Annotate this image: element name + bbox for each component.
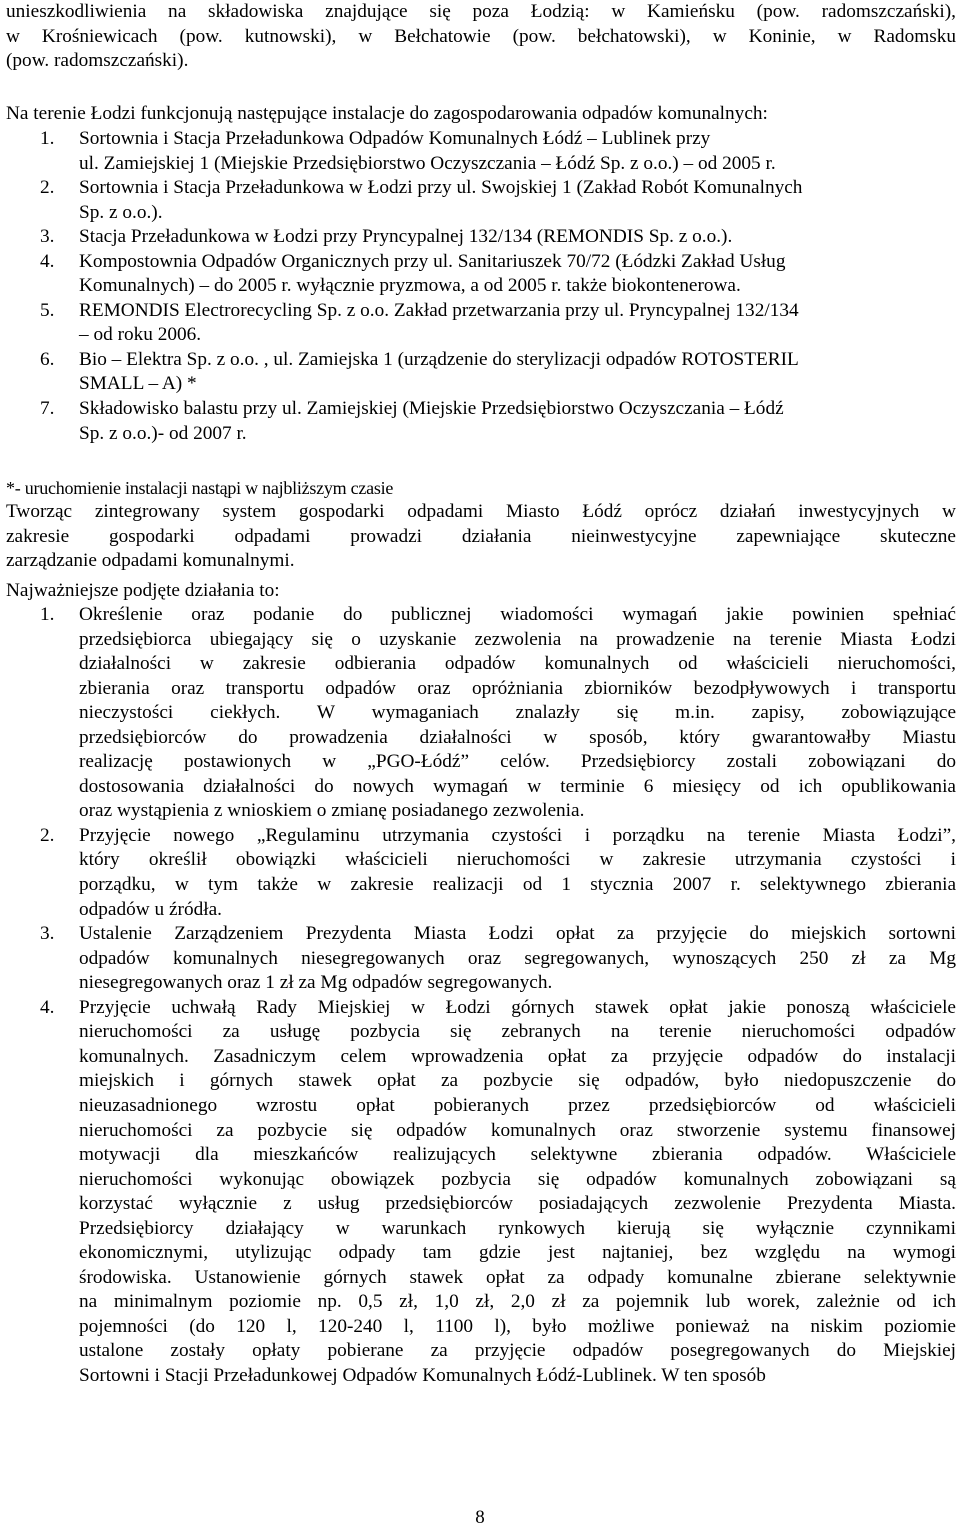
- list-number: 6.: [40, 348, 55, 370]
- text-line: Ustalenie Zarządzeniem Prezydenta Miasta Łodzi opłat za przyjęcie do miejskich sortowni: [79, 923, 956, 945]
- list-item-text: [79, 397, 956, 446]
- text-line: nieuzasadnionego wzrostu opłat pobieranych przez przedsiębiorców od właścicieli: [79, 1094, 956, 1116]
- text-line: Sortownia i Stacja Przeładunkowa w Łodzi przy ul. Swojskiej 1 (Zakład Robót Komunalnych: [79, 177, 803, 199]
- text-line: dostosowania działalności do nowych wymagań w terminie 6 miesięcy od ich opublikowania: [79, 775, 956, 797]
- list-item-text: [79, 299, 956, 348]
- text-line: nieruchomości za pozbycie się odpadów komunalnych oraz stworzenie systemu finansowej: [79, 1119, 956, 1141]
- list-item-text: [79, 250, 956, 299]
- text-line: REMONDIS Electrorecycling Sp. z o.o. Zakład przetwarzania przy ul. Pryncypalnej 132/134: [79, 299, 799, 321]
- list-item-text: [79, 225, 956, 250]
- text-line: – od roku 2006.: [79, 324, 202, 346]
- list-item-text: [79, 127, 956, 176]
- list-item: [6, 996, 956, 1389]
- text-line: Tworząc zintegrowany system gospodarki odpadami Miasto Łódź oprócz działań inwestycyjnych w: [6, 501, 956, 522]
- text-line: Przedsiębiorcy działający w warunkach rynkowych kierują się wyłącznie czynnikami: [79, 1217, 956, 1239]
- text-line: niesegregowanych oraz 1 zł za Mg odpadów segregowanych.: [79, 972, 553, 994]
- actions-heading: Najważniejsze podjęte działania to:: [6, 580, 280, 601]
- list-number: 2.: [40, 824, 55, 846]
- text-line: Sortownia i Stacja Przeładunkowa Odpadów Komunalnych Łódź – Lublinek przy: [79, 128, 711, 149]
- intro-paragraph: [6, 0, 956, 74]
- list-number: 4.: [40, 250, 55, 272]
- text-line: w Krośniewicach (pow. kutnowski), w Bełchatowie (pow. bełchatowski), w Koninie, w Radomsku: [6, 25, 956, 47]
- list-item: [6, 397, 956, 446]
- text-line: korzystać wyłącznie z usług przedsiębiorców posiadających zezwolenie Prezydenta Miasta.: [79, 1193, 956, 1215]
- footnote: *- uruchomienie instalacji nastąpi w najbliższym czasie: [6, 478, 394, 498]
- list-item: [6, 922, 956, 996]
- list-number: 5.: [40, 299, 55, 321]
- list-item: [6, 348, 956, 397]
- list-item-text: [79, 824, 956, 922]
- text-line: na minimalnym poziomie np. 0,5 zł, 1,0 zł, 2,0 zł za pojemnik lub worek, zależnie od ich: [79, 1291, 956, 1313]
- list-number: 3.: [40, 226, 55, 248]
- text-line: zarządzanie odpadami komunalnymi.: [6, 550, 295, 572]
- text-line: Składowisko balastu przy ul. Zamiejskiej (Miejskie Przedsiębiorstwo Oczyszczania – Łódź: [79, 398, 784, 420]
- page-number: 8: [475, 1507, 485, 1528]
- text-line: oraz wystąpienia z wnioskiem o zmianę posiadanego zezwolenia.: [79, 800, 585, 822]
- list-number: 1.: [40, 604, 55, 625]
- list-item-text: [79, 176, 956, 225]
- text-line: przedsiębiorców do prowadzenia działalności w sposób, który gwarantowałby Miastu: [79, 726, 956, 748]
- text-line: działalności w zakresie odbierania odpadów komunalnych od właścicieli nieruchomości,: [79, 653, 956, 675]
- text-line: unieszkodliwienia na składowiska znajdujące się poza Łodzią: w Kamieńsku (pow. radomszczański),: [6, 1, 956, 22]
- text-line: (pow. radomszczański).: [6, 50, 189, 72]
- text-line: nieruchomości za usługę pozbycia się zebranych na terenie nieruchomości odpadów: [79, 1021, 956, 1043]
- list-item-text: [79, 603, 956, 824]
- list-number: 7.: [40, 398, 55, 420]
- text-line: ekonomicznymi, utylizując odpady tam gdzie jest najtaniej, bez względu na wymogi: [79, 1242, 956, 1264]
- text-line: miejskich i górnych stawek opłat za pozbycie się odpadów, było niedopuszczenie do: [79, 1070, 956, 1092]
- list-number: 4.: [40, 996, 55, 1018]
- text-line: nieczystości ciekłych. W wymaganiach znalazły się m.in. zapisy, zobowiązujące: [79, 702, 956, 724]
- list-item: [6, 127, 956, 176]
- text-line: realizację postawionych w „PGO-Łódź” celów. Przedsiębiorcy zostali zobowiązani do: [79, 751, 956, 773]
- text-line: ul. Zamiejskiej 1 (Miejskie Przedsiębiorstwo Oczyszczania – Łódź Sp. z o.o.) – od 2005 r.: [79, 152, 776, 174]
- system-paragraph: [6, 500, 956, 574]
- text-line: Kompostownia Odpadów Organicznych przy ul. Sanitariuszek 70/72 (Łódzki Zakład Usług: [79, 250, 786, 272]
- text-line: odpadów komunalnych niesegregowanych oraz segregowanych, wynoszących 250 zł za Mg: [79, 947, 956, 969]
- text-line: Przyjęcie nowego „Regulaminu utrzymania czystości i porządku na terenie Miasta Łodzi”,: [79, 824, 956, 846]
- text-line: zbierania oraz transportu odpadów oraz opróżniania zbiorników bezodpływowych i transportu: [79, 677, 956, 699]
- list-number: 1.: [40, 128, 55, 149]
- text-line: porządku, w tym także w zakresie realizacji od 1 stycznia 2007 r. selektywnego zbierania: [79, 874, 956, 896]
- text-line: Określenie oraz podanie do publicznej wiadomości wymagań jakie powinien spełniać: [79, 604, 956, 625]
- text-line: środowiska. Ustanowienie górnych stawek opłat za odpady komunalne zbierane selektywnie: [79, 1266, 956, 1288]
- text-line: odpadów u źródła.: [79, 898, 222, 920]
- text-line: nieruchomości wykonując obowiązek pozbycia się odpadów komunalnych zobowiązani są: [79, 1168, 956, 1190]
- text-line: motywacji dla mieszkańców realizujących selektywne zbierania odpadów. Właściciele: [79, 1144, 956, 1166]
- list-item: [6, 176, 956, 225]
- text-line: zakresie gospodarki odpadami prowadzi działania nieinwestycyjne zapewniające skuteczne: [6, 525, 956, 547]
- text-line: Sp. z o.o.).: [79, 201, 163, 223]
- installations-heading: Na terenie Łodzi funkcjonują następujące instalacje do zagospodarowania odpadów komunalnych:: [6, 103, 768, 124]
- list-item: [6, 299, 956, 348]
- list-number: 3.: [40, 923, 55, 945]
- list-item-text: [79, 348, 956, 397]
- list-item-text: [79, 996, 956, 1389]
- list-number: 2.: [40, 177, 55, 199]
- text-line: Sortowni i Stacji Przeładunkowej Odpadów Komunalnych Łódź-Lublinek. W ten sposób: [79, 1365, 766, 1386]
- list-item: [6, 603, 956, 824]
- text-line: pojemności (do 120 l, 120-240 l, 1100 l), było możliwe ponieważ na niskim poziomie: [79, 1315, 956, 1337]
- list-item-text: [79, 922, 956, 996]
- text-line: ustalone zostały opłaty pobierane za przyjęcie odpadów posegregowanych do Miejskiej: [79, 1340, 956, 1362]
- text-line: SMALL – A) *: [79, 373, 197, 395]
- text-line: który określił obowiązki właścicieli nieruchomości w zakresie utrzymania czystości i: [79, 849, 956, 871]
- text-line: Przyjęcie uchwałą Rady Miejskiej w Łodzi górnych stawek opłat jakie ponoszą właściciele: [79, 996, 956, 1018]
- list-item: [6, 225, 956, 250]
- list-item: [6, 824, 956, 922]
- text-line: komunalnych. Zasadniczym celem wprowadzenia opłat za przyjęcie odpadów do instalacji: [79, 1045, 956, 1067]
- text-line: Sp. z o.o.)- od 2007 r.: [79, 422, 247, 444]
- text-line: przedsiębiorca ubiegający się o uzyskanie zezwolenia na prowadzenie na terenie Miasta Łodzi: [79, 628, 956, 650]
- list-item: [6, 250, 956, 299]
- text-line: Komunalnych) – do 2005 r. wyłącznie pryzmowa, a od 2005 r. także biokontenerowa.: [79, 275, 741, 297]
- text-line: Stacja Przeładunkowa w Łodzi przy Pryncypalnej 132/134 (REMONDIS Sp. z o.o.).: [79, 226, 733, 248]
- text-line: Bio – Elektra Sp. z o.o. , ul. Zamiejska 1 (urządzenie do sterylizacji odpadów ROTOSTERIL: [79, 348, 799, 370]
